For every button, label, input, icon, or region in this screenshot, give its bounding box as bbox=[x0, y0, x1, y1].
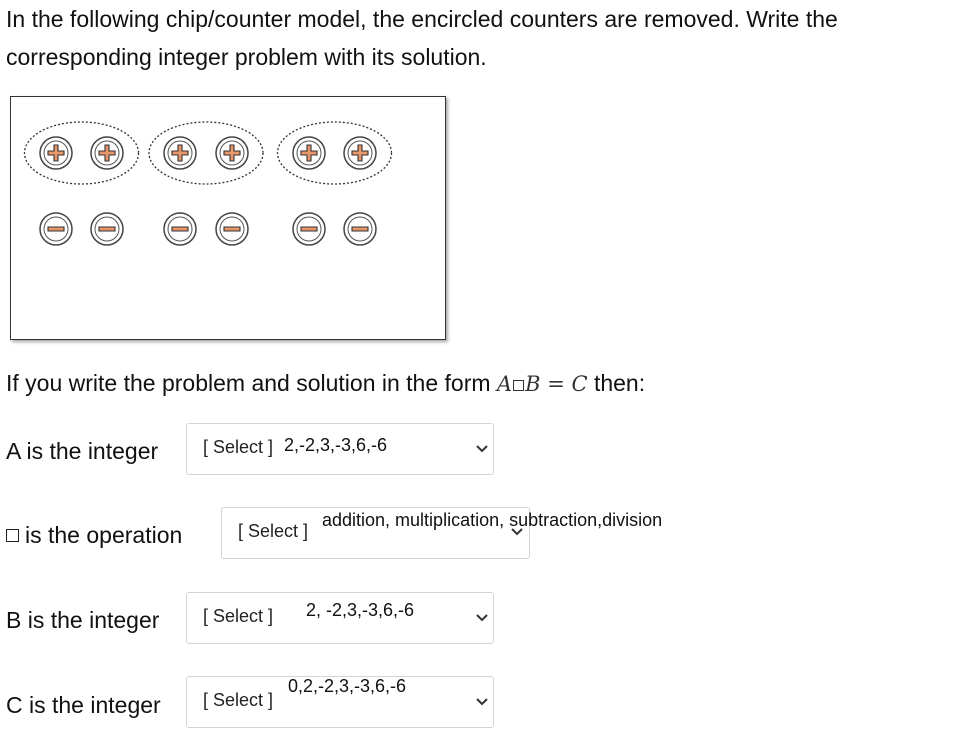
positive-counter bbox=[293, 137, 325, 169]
negative-counter bbox=[293, 213, 325, 245]
negative-counter bbox=[40, 213, 72, 245]
label-c: C is the integer bbox=[6, 692, 161, 718]
positive-counter bbox=[344, 137, 376, 169]
math-b: B bbox=[525, 372, 541, 396]
select-a-choices: 2,-2,3,-3,6,-6 bbox=[284, 435, 388, 455]
chevron-down-icon bbox=[510, 527, 524, 537]
label-a: A is the integer bbox=[6, 438, 159, 464]
positive-counter bbox=[91, 137, 123, 169]
negative-counter bbox=[216, 213, 248, 245]
counter-model-drawing bbox=[11, 97, 445, 339]
label-operation-text: is the operation bbox=[25, 522, 183, 548]
form-instruction-after: then: bbox=[587, 370, 646, 396]
select-operation-choices: addition, multiplication, subtraction,division bbox=[322, 510, 663, 530]
positive-counter bbox=[216, 137, 248, 169]
question-text bbox=[6, 0, 964, 76]
math-equals: = bbox=[540, 372, 572, 396]
positive-counter bbox=[40, 137, 72, 169]
select-c-placeholder: [ Select ] bbox=[203, 690, 274, 710]
chevron-down-icon bbox=[475, 444, 489, 454]
label-b: B is the integer bbox=[6, 607, 160, 633]
form-instruction-before: If you write the problem and solution in the form bbox=[6, 370, 497, 396]
negative-counter bbox=[91, 213, 123, 245]
chip-counter-model bbox=[10, 96, 446, 340]
select-b-placeholder: [ Select ] bbox=[203, 606, 274, 626]
select-operation-placeholder: [ Select ] bbox=[238, 521, 309, 541]
select-c-choices: 0,2,-2,3,-3,6,-6 bbox=[288, 676, 407, 696]
positive-counter bbox=[164, 137, 196, 169]
negative-counter bbox=[164, 213, 196, 245]
select-b-choices: 2, -2,3,-3,6,-6 bbox=[306, 600, 415, 620]
question-line-1: In the following chip/counter model, the encircled counters are removed. Write the bbox=[6, 6, 838, 32]
label-operation bbox=[6, 522, 182, 549]
question-line-2: corresponding integer problem with its solution. bbox=[6, 44, 487, 70]
operation-box-icon bbox=[513, 380, 524, 391]
chevron-down-icon bbox=[475, 697, 489, 707]
math-c: C bbox=[571, 372, 588, 396]
math-a: A bbox=[496, 372, 513, 396]
chevron-down-icon bbox=[475, 613, 489, 623]
select-a-placeholder: [ Select ] bbox=[203, 437, 274, 457]
negative-counter bbox=[344, 213, 376, 245]
form-instruction bbox=[6, 370, 645, 397]
operation-square-icon bbox=[6, 529, 19, 542]
